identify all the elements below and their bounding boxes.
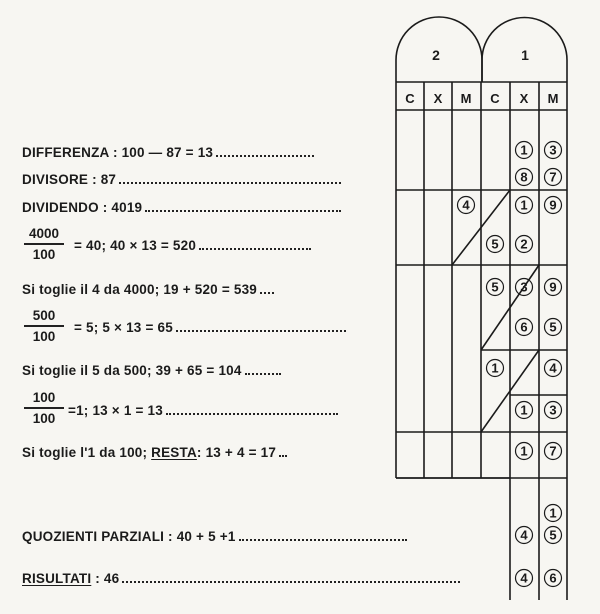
quoziente-digit-m1-top	[545, 505, 562, 522]
svg-text:4: 4	[462, 197, 470, 213]
group-label-2: 2	[432, 47, 440, 63]
svg-text:6: 6	[520, 319, 528, 335]
svg-text:4: 4	[520, 570, 528, 586]
col-header-x2: X	[433, 91, 443, 106]
circled-digit-c1-row4	[487, 236, 504, 253]
circled-digit-m1-row5	[545, 279, 562, 296]
svg-text:3: 3	[549, 142, 557, 158]
svg-text:8: 8	[520, 169, 528, 185]
col-header-x1: X	[519, 91, 529, 106]
quoziente-digit-m1	[545, 527, 562, 544]
step5-text: =1; 13 × 1 = 13	[68, 403, 163, 418]
quoziente-digit-x1	[516, 527, 533, 544]
fraction-numerator: 4000	[28, 226, 60, 241]
risultati-value: : 46	[91, 571, 120, 586]
circled-digit-m1-row9	[545, 443, 562, 460]
svg-text:7: 7	[549, 169, 557, 185]
step4-text: Si toglie il 5 da 500; 39 + 65 = 104	[22, 363, 242, 378]
svg-text:5: 5	[549, 319, 557, 335]
circled-digit-m1-row7	[545, 360, 562, 377]
circled-digit-c1-row7	[487, 360, 504, 377]
circled-digit-m1-row2	[545, 169, 562, 186]
risultati-label: RISULTATI	[22, 571, 92, 586]
svg-text:1: 1	[520, 142, 528, 158]
svg-text:1: 1	[491, 360, 499, 376]
svg-text:7: 7	[549, 443, 557, 459]
col-header-c2: C	[405, 91, 415, 106]
quozienti-text: QUOZIENTI PARZIALI : 40 + 5 +1	[22, 529, 236, 544]
step2-text: Si toglie il 4 da 4000; 19 + 520 = 539	[22, 282, 257, 297]
circled-digit-m1-row6	[545, 319, 562, 336]
resta-label: RESTA	[151, 445, 197, 460]
svg-text:1: 1	[520, 197, 528, 213]
svg-text:5: 5	[549, 527, 557, 543]
step1-text: = 40; 40 × 13 = 520	[74, 238, 197, 253]
divisore-text: DIVISORE : 87	[22, 172, 117, 187]
svg-text:1: 1	[520, 402, 528, 418]
fraction-denominator: 100	[32, 247, 56, 262]
svg-text:1: 1	[520, 443, 528, 459]
risultato-digit-x1	[516, 570, 533, 587]
svg-text:2: 2	[520, 236, 528, 252]
circled-digit-m1-row3	[545, 197, 562, 214]
svg-text:3: 3	[520, 279, 528, 295]
circled-digit-x1-row9	[516, 443, 533, 460]
dividendo-text: DIVIDENDO : 4019	[22, 200, 143, 215]
group-label-1: 1	[521, 47, 529, 63]
circled-digit-x1-row2	[516, 169, 533, 186]
fraction-numerator: 100	[32, 390, 56, 405]
col-header-m1: M	[547, 91, 559, 106]
differenza-text: DIFFERENZA : 100 — 87 = 13	[22, 145, 214, 160]
svg-text:3: 3	[549, 402, 557, 418]
svg-text:9: 9	[549, 197, 557, 213]
fraction-denominator: 100	[32, 329, 56, 344]
step6-suffix: : 13 + 4 = 17	[196, 445, 277, 460]
svg-text:5: 5	[491, 236, 499, 252]
col-header-m2: M	[460, 91, 472, 106]
risultato-digit-m1	[545, 570, 562, 587]
col-header-c1: C	[490, 91, 500, 106]
svg-text:1: 1	[549, 505, 557, 521]
circled-digit-x1-row4	[516, 236, 533, 253]
circled-digit-c1-row5	[487, 279, 504, 296]
circled-digit-m1-row1	[545, 142, 562, 159]
svg-text:4: 4	[549, 360, 557, 376]
circled-digit-x1-row5	[516, 279, 533, 296]
step3-text: = 5; 5 × 13 = 65	[74, 320, 173, 335]
circled-digit-x1-row6	[516, 319, 533, 336]
svg-text:5: 5	[491, 279, 499, 295]
svg-text:9: 9	[549, 279, 557, 295]
circled-digit-x1-row1	[516, 142, 533, 159]
svg-text:6: 6	[549, 570, 557, 586]
svg-text:4: 4	[520, 527, 528, 543]
step6-prefix: Si toglie l'1 da 100;	[22, 445, 152, 460]
fraction-denominator: 100	[32, 411, 56, 426]
fraction-numerator: 500	[32, 308, 56, 323]
circled-digit-x1-row3	[516, 197, 533, 214]
circled-digit-m2-row3	[458, 197, 475, 214]
circled-digit-x1-row8	[516, 402, 533, 419]
circled-digit-m1-row8	[545, 402, 562, 419]
